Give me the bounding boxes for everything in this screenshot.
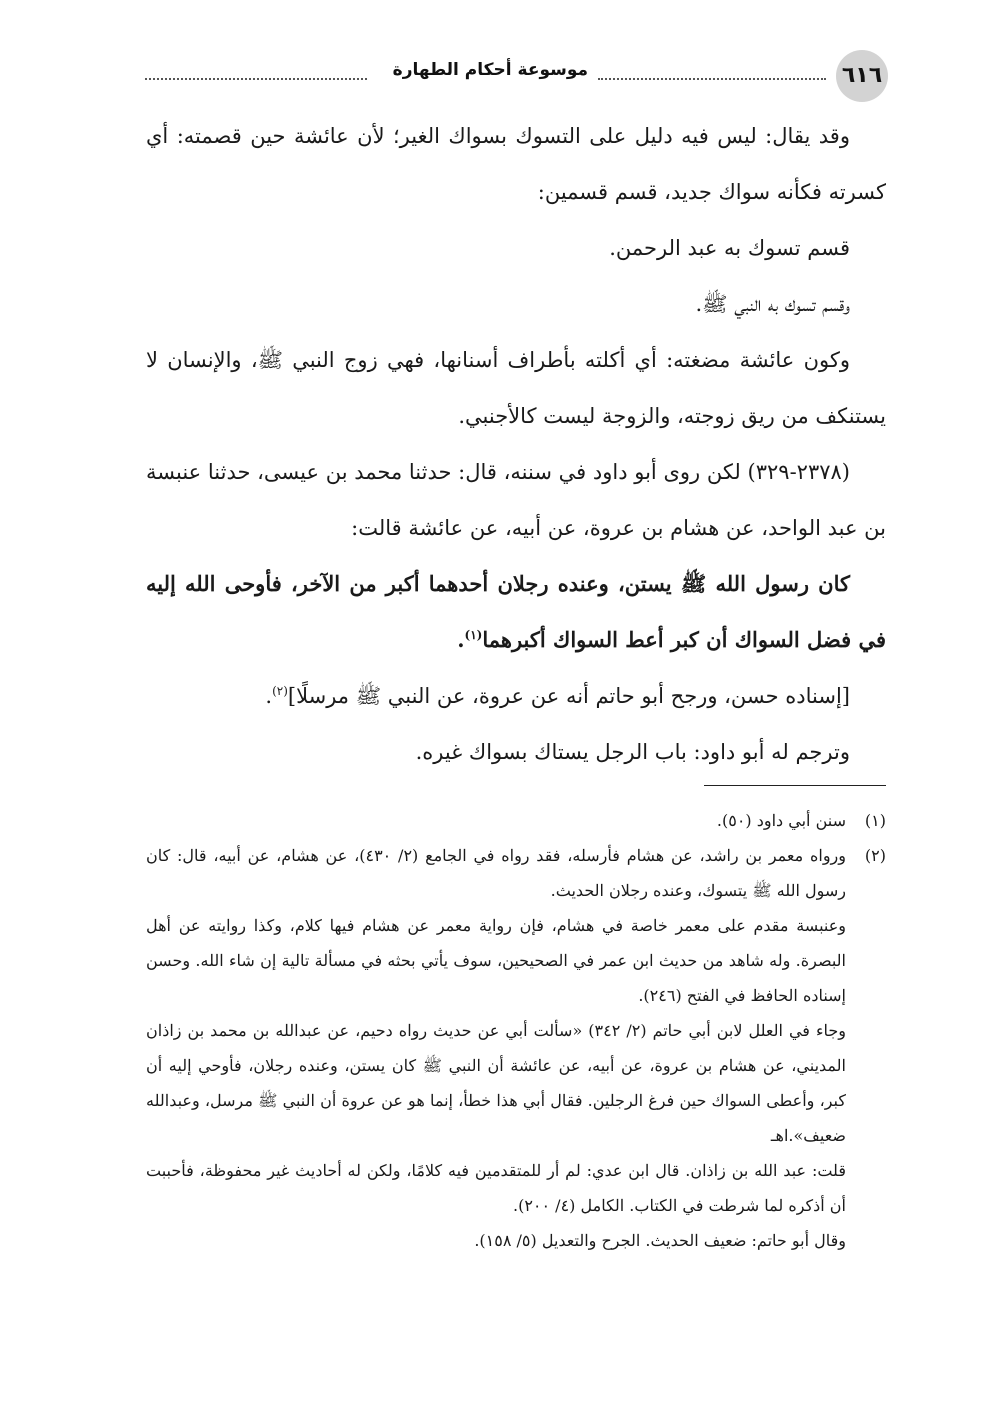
footnote-number: (١) bbox=[864, 811, 886, 830]
footnote-number: (٢) bbox=[864, 846, 886, 865]
hadith-text bbox=[146, 556, 886, 668]
footnote-paragraph: وقال أبو حاتم: ضعيف الحديث. الجرح والتعديل (٥/ ١٥٨). bbox=[474, 1231, 846, 1250]
paragraph: وقسم تسوك به النبي ﷺ. bbox=[695, 292, 850, 316]
punctuation: . bbox=[457, 627, 465, 652]
footnote-1 bbox=[146, 803, 886, 838]
footnote-paragraph: وجاء في العلل لابن أبي حاتم (٢/ ٣٤٢) «سألت أبي عن حديث رواه دحيم، عن عبدالله بن محمد بن زاذان المديني، عن هشام بن عروة، عن أبيه، عن عائشة أن النبي ﷺ كان يستن، وعنده رجلان، فأوحي إليه أن كبر، وأعطى السواك حين فرغ الرجلين. فقال أبي هذا خطأ، إنما هو عن عروة أن النبي ﷺ مرسل، وعبدالله ضعيف».اهـ bbox=[146, 1021, 846, 1145]
footnote-text: ورواه معمر بن راشد، عن هشام فأرسله، فقد رواه في الجامع (٢/ ٤٣٠)، عن هشام، عن أبيه، قال: كان رسول الله ﷺ يتسوك، وعنده رجلان الحديث. bbox=[146, 846, 847, 900]
page-header bbox=[145, 50, 888, 100]
hadith-body: كان رسول الله ﷺ يستن، وعنده رجلان أحدهما أكبر من الآخر، فأوحى الله إليه في فضل السواك أن كبر أعط السواك أكبرهما bbox=[146, 571, 886, 652]
grade-text: [إسناده حسن، ورجح أبو حاتم أنه عن عروة، عن النبي ﷺ مرسلًا] bbox=[287, 684, 850, 708]
punctuation: . bbox=[265, 684, 273, 708]
paragraph: قسم تسوك به عبد الرحمن. bbox=[609, 236, 850, 260]
footnote-ref: (٢) bbox=[272, 684, 288, 698]
footnote-separator bbox=[704, 785, 886, 786]
footnote-ref: (١) bbox=[464, 628, 483, 642]
hadith-chain: (٢٣٧٨-٣٢٩) لكن روى أبو داود في سننه، قال: حدثنا محمد بن عيسى، حدثنا عنبسة بن عبد الواحد، عن هشام بن عروة، عن أبيه، عن عائشة قالت: bbox=[146, 460, 886, 540]
footnote-2 bbox=[146, 838, 886, 908]
page-number: ٦١٦ bbox=[836, 50, 888, 102]
paragraph: وكون عائشة مضغته: أي أكلته بأطراف أسنانها، فهي زوج النبي ﷺ، والإنسان لا يستنكف من ريق زوجته، والزوجة ليست كالأجنبي. bbox=[146, 348, 886, 428]
header-divider-left bbox=[145, 78, 367, 80]
header-divider-right bbox=[598, 78, 826, 80]
paragraph: وترجم له أبو داود: باب الرجل يستاك بسواك غيره. bbox=[415, 740, 850, 764]
hadith-grade bbox=[146, 668, 886, 724]
footnotes bbox=[146, 803, 886, 1258]
footnote-paragraph: وعنبسة مقدم على معمر خاصة في هشام، فإن رواية معمر عن هشام فيها كلام، وكذا روايته عن أهل البصرة. وله شاهد من حديث ابن عمر في الصحيحين، سوف يأتي بحثه في مسألة تالية إن شاء الله. وحسن إسناده الحافظ في الفتح (٢٤٦). bbox=[146, 916, 846, 1005]
book-title: موسوعة أحكام الطهارة bbox=[392, 60, 588, 80]
main-text bbox=[146, 108, 886, 780]
footnote-paragraph: قلت: عبد الله بن زاذان. قال ابن عدي: لم أر للمتقدمين فيه كلامًا، ولكن له أحاديث غير محفوظة، فأحببت أن أذكره لما شرطت في الكتاب. الكامل (٤/ ٢٠٠). bbox=[146, 1161, 847, 1215]
footnote-text: سنن أبي داود (٥٠). bbox=[716, 811, 846, 830]
paragraph: وقد يقال: ليس فيه دليل على التسوك بسواك الغير؛ لأن عائشة حين قصمته: أي كسرته فكأنه سواك جديد، قسم قسمين: bbox=[146, 124, 886, 204]
